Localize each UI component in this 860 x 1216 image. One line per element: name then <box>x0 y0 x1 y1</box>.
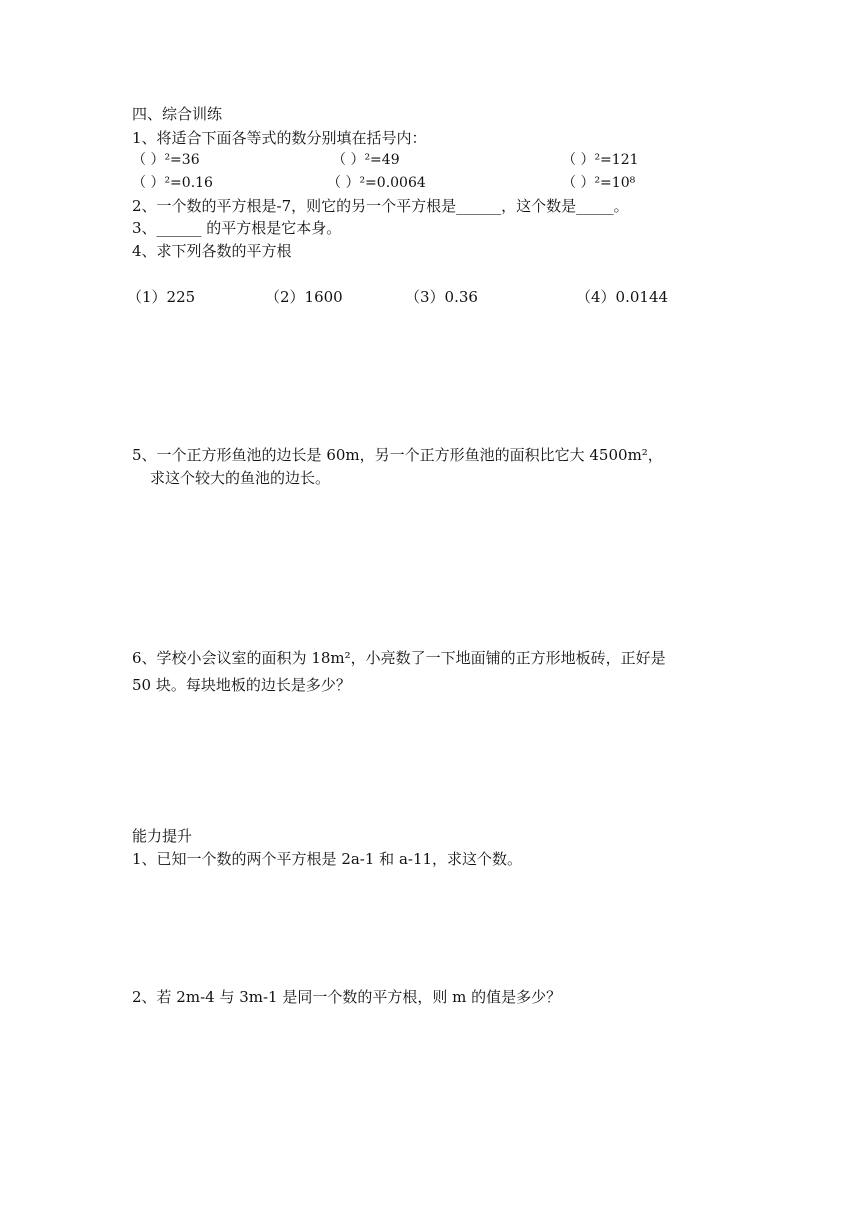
q4-item-225: （1）225 <box>127 288 196 306</box>
question-4-stem: 4、求下列各数的平方根 <box>132 242 292 260</box>
question-3: 3、______ 的平方根是它本身。 <box>132 219 342 237</box>
question-6-line-1: 6、学校小会议室的面积为 18m²，小亮数了一下地面铺的正方形地板砖，正好是 <box>132 649 666 667</box>
advanced-heading: 能力提升 <box>132 827 193 845</box>
q1-blank-10-8: （ ）²=10⁸ <box>562 175 636 191</box>
q1-blank-121: （ ）²=121 <box>562 152 639 168</box>
section-heading: 四、综合训练 <box>132 105 223 123</box>
question-1-stem: 1、将适合下面各等式的数分别填在括号内： <box>132 129 427 147</box>
q1-blank-36: （ ）²=36 <box>132 152 200 168</box>
q1-blank-016: （ ）²=0.16 <box>132 175 213 191</box>
question-2: 2、一个数的平方根是-7，则它的另一个平方根是______，这个数是_____。 <box>132 197 629 215</box>
question-6-line-2: 50 块。每块地板的边长是多少？ <box>132 676 351 694</box>
q4-item-036: （3）0.36 <box>405 288 478 306</box>
q1-blank-00064: （ ）²=0.0064 <box>327 175 426 191</box>
q4-item-1600: （2）1600 <box>265 288 343 306</box>
advanced-question-1: 1、已知一个数的两个平方根是 2a-1 和 a-11，求这个数。 <box>132 850 523 868</box>
q4-item-00144: （4）0.0144 <box>576 288 669 306</box>
advanced-question-2: 2、若 2m-4 与 3m-1 是同一个数的平方根，则 m 的值是多少？ <box>132 988 562 1006</box>
q1-blank-49: （ ）²=49 <box>332 152 400 168</box>
question-5-line-2: 求这个较大的鱼池的边长。 <box>150 469 331 487</box>
question-5-line-1: 5、一个正方形鱼池的边长是 60m，另一个正方形鱼池的面积比它大 4500m²， <box>132 446 663 464</box>
